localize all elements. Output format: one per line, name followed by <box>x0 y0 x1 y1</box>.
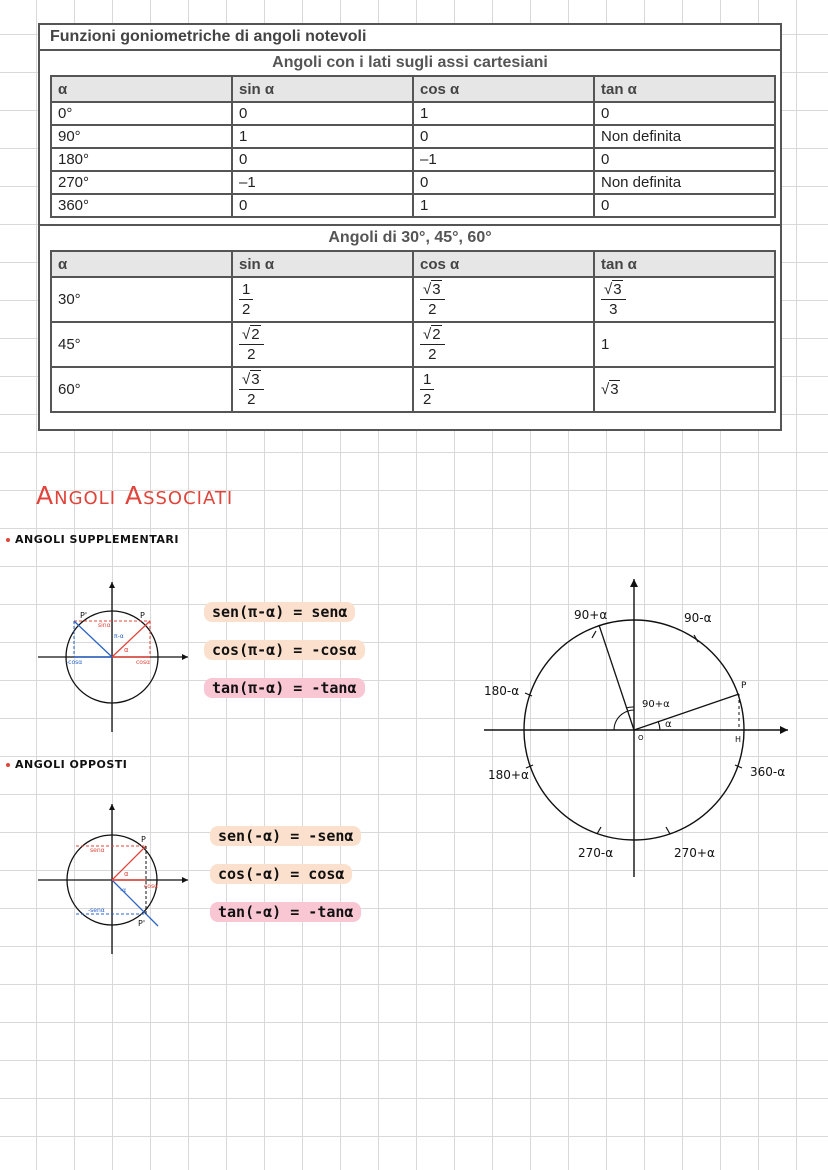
table-cell <box>232 322 413 367</box>
label-270-minus: 270-α <box>578 846 614 860</box>
neg-alpha-label: -α <box>120 887 127 894</box>
label-360-minus: 360-α <box>750 765 786 779</box>
fraction: $\frac{√2}{2}$ <box>420 327 445 362</box>
point-p-label: P <box>741 681 747 691</box>
formula-tan-supplementary: tan(π-α) = -tanα <box>204 678 365 698</box>
table-cell: 1 <box>413 194 594 217</box>
header-cell: tan α <box>594 251 775 277</box>
point-p-label: P <box>140 611 145 620</box>
header-cell: cos α <box>413 76 594 102</box>
fraction: $\frac{√3}{3}$ <box>601 282 626 317</box>
label-180-plus: 180+α <box>488 768 529 782</box>
table-row <box>51 367 775 412</box>
table-row <box>51 277 775 322</box>
formula-cos-supplementary: cos(π-α) = -cosα <box>204 640 365 660</box>
header-cell: tan α <box>594 76 775 102</box>
inner-90-plus-label: 90+α <box>642 699 670 710</box>
cos-label: cosα <box>144 883 159 890</box>
opposti-heading: ANGOLI OPPOSTI <box>15 758 128 771</box>
section1-title: Angoli con i lati sugli assi cartesiani <box>272 54 548 71</box>
label-270-plus: 270+α <box>674 846 715 860</box>
table-cell: 45° <box>51 322 232 367</box>
table-header-row <box>51 251 775 277</box>
cos-label: cosα <box>136 659 151 666</box>
notes-title: Angoli Associati <box>36 481 234 510</box>
fraction: $\frac{√2}{2}$ <box>239 327 264 362</box>
supplementari-heading: ANGOLI SUPPLEMENTARI <box>15 533 179 546</box>
bullet-dot <box>6 538 10 542</box>
neg-sin-label: -senα <box>88 907 105 914</box>
table-cell: 0 <box>413 125 594 148</box>
table-cell: 0 <box>594 194 775 217</box>
header-cell: α <box>51 251 232 277</box>
trig-table-sheet <box>38 23 782 431</box>
table-cell: 0 <box>232 148 413 171</box>
table-cell: Non definita <box>594 171 775 194</box>
fraction: $\frac{1}{2}$ <box>239 282 253 317</box>
table-cell: 0° <box>51 102 232 125</box>
table-cell: 0 <box>413 171 594 194</box>
fraction: $\frac{√3}{2}$ <box>420 282 445 317</box>
table-cell <box>232 277 413 322</box>
table-cell: 90° <box>51 125 232 148</box>
point-p1-label: P' <box>80 611 88 620</box>
label-90-plus: 90+α <box>574 608 608 622</box>
fraction: $\frac{√3}{2}$ <box>239 372 264 407</box>
table-header-row <box>51 76 775 102</box>
fraction: $\frac{1}{2}$ <box>420 372 434 407</box>
header-cell: sin α <box>232 251 413 277</box>
supplementary-angle-label: π-α <box>114 633 124 640</box>
table-cell: 1 <box>594 322 775 367</box>
table-row <box>51 148 775 171</box>
point-h-label: H <box>735 735 742 744</box>
formula-sen-supplementary: sen(π-α) = senα <box>204 602 355 622</box>
table-cell: 0 <box>232 102 413 125</box>
table-row <box>51 194 775 217</box>
table-cell: 0 <box>594 102 775 125</box>
table-cell: 60° <box>51 367 232 412</box>
table-row <box>51 171 775 194</box>
bullet-dot <box>6 763 10 767</box>
associated-angles-circle <box>480 575 810 885</box>
table-cell <box>232 367 413 412</box>
formula-tan-opposite: tan(-α) = -tanα <box>210 902 361 922</box>
label-90-minus: 90-α <box>684 611 712 625</box>
axes-angles-table <box>50 75 776 218</box>
table-cell: –1 <box>413 148 594 171</box>
header-cell: sin α <box>232 76 413 102</box>
formula-cos-opposite: cos(-α) = cosα <box>210 864 352 884</box>
alpha-label: α <box>665 719 672 730</box>
alpha-label: α <box>124 870 129 878</box>
alpha-label: α <box>124 646 129 654</box>
sin-label: sinα <box>98 622 111 629</box>
origin-label: O <box>638 734 644 742</box>
table-cell: √3 <box>594 367 775 412</box>
table-cell <box>413 322 594 367</box>
neg-cos-label: -cosα <box>66 659 83 666</box>
section2-title: Angoli di 30°, 45°, 60° <box>328 229 492 246</box>
table-row <box>51 125 775 148</box>
table-cell <box>594 277 775 322</box>
table-cell: 0 <box>232 194 413 217</box>
table-cell <box>413 367 594 412</box>
label-180-minus: 180-α <box>484 684 520 698</box>
table-cell: 30° <box>51 277 232 322</box>
supplementary-diagram <box>36 580 196 740</box>
header-cell: α <box>51 76 232 102</box>
notable-angles-table <box>50 250 776 413</box>
opposite-diagram <box>36 802 196 962</box>
table-row <box>51 322 775 367</box>
table-cell: Non definita <box>594 125 775 148</box>
table-cell: 1 <box>232 125 413 148</box>
sheet-title: Funzioni goniometriche di angoli notevoli <box>40 25 780 51</box>
table-cell <box>413 277 594 322</box>
point-p1-label: P' <box>138 919 146 928</box>
formula-sen-opposite: sen(-α) = -senα <box>210 826 361 846</box>
table-cell: 360° <box>51 194 232 217</box>
table-row <box>51 102 775 125</box>
table-cell: –1 <box>232 171 413 194</box>
table-cell: 180° <box>51 148 232 171</box>
table-cell: 1 <box>413 102 594 125</box>
sin-label: senα <box>90 847 105 854</box>
table-cell: 0 <box>594 148 775 171</box>
table-cell: 270° <box>51 171 232 194</box>
header-cell: cos α <box>413 251 594 277</box>
point-p-label: P <box>141 835 146 844</box>
